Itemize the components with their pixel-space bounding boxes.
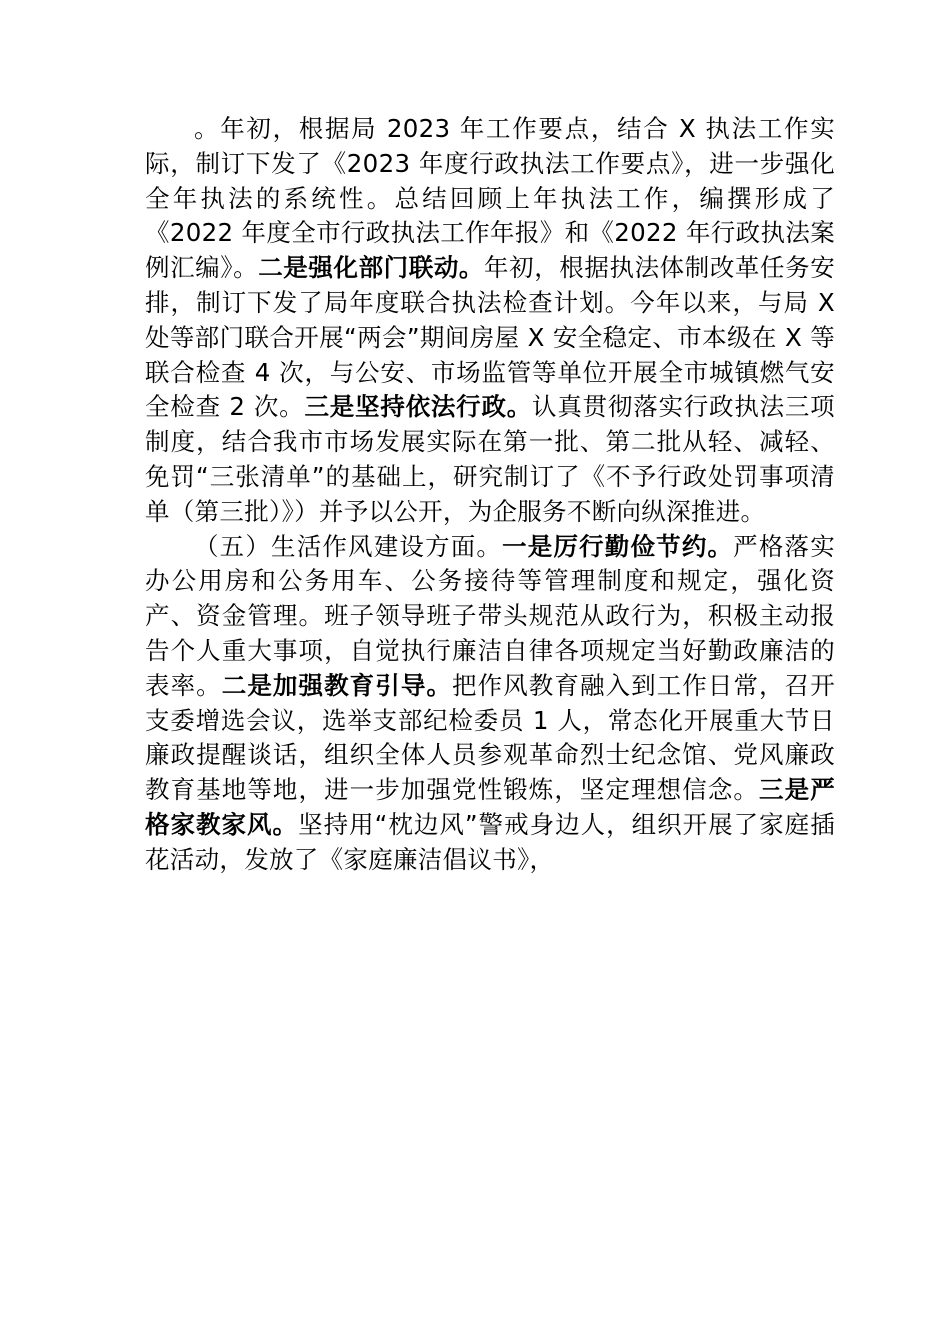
text-segment: 坚持用“枕边风”警戒身边人，组织开展了家庭插花活动，发放了《家庭廉洁倡议书》， (145, 809, 835, 874)
section-heading-five: （五）生活作风建设方面。 (194, 531, 503, 561)
heading-strengthen-education: 二是加强教育引导。 (221, 670, 453, 700)
heading-strict-family-rules: 三是严格家教家风。 (145, 775, 835, 839)
text-segment: 年初，根据执法体制改革任务安排，制订下发了局年度联合执法检查计划。今年以来，与局 X 处等部门联合开展“两会”期间房屋 X 安全稳定、市本级在 X 等联合检查 4 次，与公安、市场监管等单位开展全市城镇燃气安全检查 2 次。 (145, 253, 836, 422)
document-page (145, 112, 835, 878)
text-segment: 严格落实办公用房和公务用车、公务接待等管理制度和规定，强化资产、资金管理。班子领导班子带头规范从政行为，积极主动报告个人重大事项，自觉执行廉洁自律各项规定当好勤政廉洁的表率。 (145, 531, 835, 700)
heading-administer-by-law: 三是坚持依法行政。 (304, 392, 533, 422)
text-segment: 把作风教育融入到工作日常，召开支委增选会议，选举支部纪检委员 1 人，常态化开展重大节日廉政提醒谈话，组织全体人员参观革命烈士纪念馆、党风廉政教育基地等地，进一步加强党性锻炼，坚定理想信念。 (145, 670, 836, 805)
heading-practice-frugality: 一是厉行勤俭节约。 (502, 531, 734, 561)
paragraph-lifestyle-conduct (145, 530, 835, 878)
text-segment: 。年初，根据局 2023 年工作要点，结合 X 执法工作实际，制订下发了《2023 年度行政执法工作要点》，进一步强化全年执法的系统性。总结回顾上年执法工作，编撰形成了《2022 年度全市行政执法工作年报》和《2022 年行政执法案例汇编》。 (145, 114, 835, 283)
paragraph-law-enforcement (145, 112, 835, 530)
heading-strengthen-department-linkage: 二是强化部门联动。 (258, 253, 485, 283)
text-segment: 认真贯彻落实行政执法三项制度，结合我市市场发展实际在第一批、第二批从轻、减轻、免罚“三张清单”的基础上，研究制订了《不予行政处罚事项清单（第三批）》）并予以公开，为企服务不断向纵深推进。 (145, 392, 835, 526)
